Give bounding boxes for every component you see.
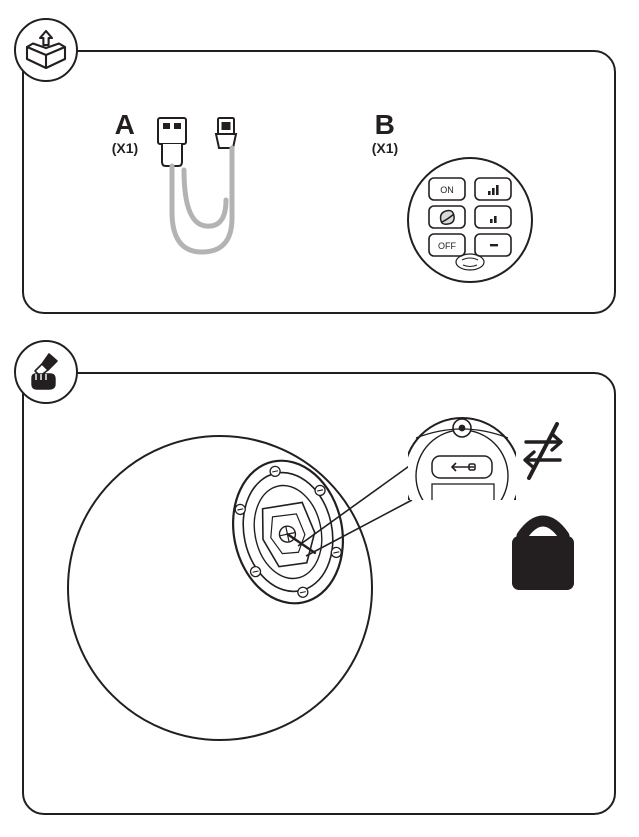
hand-holding-tool-icon — [14, 340, 78, 404]
remote-button-off-label: OFF — [438, 241, 456, 251]
part-letter: B — [374, 109, 396, 140]
part-quantity: (X1) — [111, 140, 139, 157]
part-quantity: (X1) — [371, 140, 399, 157]
micro-usb-charging-port-detail-icon — [404, 416, 520, 534]
usb-charging-cable-icon — [140, 100, 280, 280]
installation-illustration — [60, 400, 580, 800]
part-label-b — [360, 110, 410, 156]
remote-button-on-label: ON — [440, 185, 454, 195]
leaf-icon — [441, 211, 455, 225]
no-twist-do-not-rotate-icon — [525, 424, 561, 478]
ball-device-base-plate-icon — [68, 436, 372, 740]
closed-padlock-icon — [512, 521, 574, 590]
part-letter: A — [114, 109, 136, 140]
round-remote-control-icon — [406, 156, 534, 284]
minus-icon — [490, 244, 498, 246]
open-box-with-up-arrow-icon — [14, 18, 78, 82]
